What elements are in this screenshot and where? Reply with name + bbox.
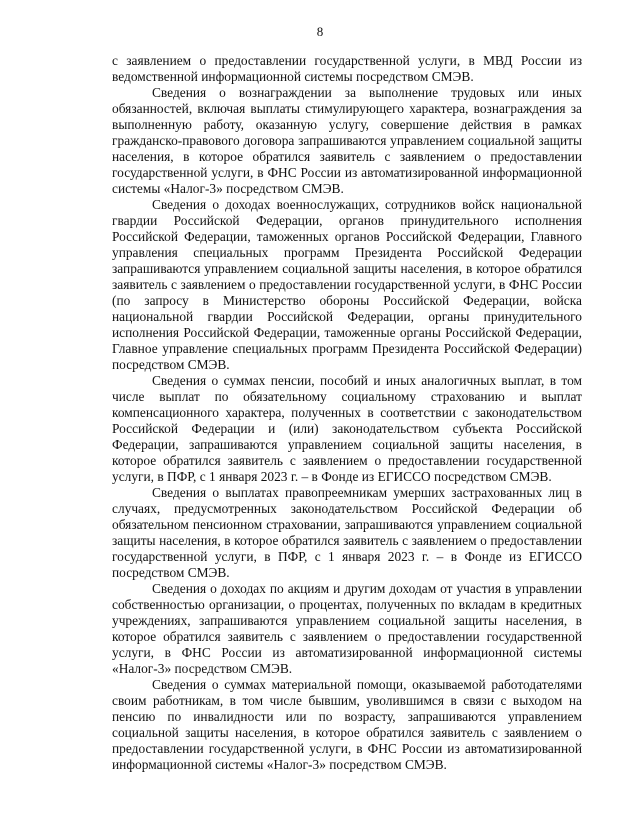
paragraph-material-aid: Сведения о суммах материальной помощи, оказываемой работодателями своим работникам, в том числе бывшим, уволившимся в связи с выходом на пенсию по инвалидности или по возрасту, запрашиваются управлением социальной защиты населения, в которое обратился заявитель с заявлением о предоставлении государственной услуги, в ФНС России из автоматизированной информационной системы «Налог-3» посредством СМЭВ. (112, 677, 582, 772)
paragraph-pension-benefits: Сведения о суммах пенсии, пособий и иных аналогичных выплат, в том числе выплат по обязательному социальному страхованию и выплат компенсационного характера, полученных в соответствии с законодательством Российской Федерации и (или) законодательством субъекта Российской Федерации, запрашиваются управлением социальной защиты населения, в которое обратился заявитель с заявлением о предоставлении государственной услуги, в ПФР, с 1 января 2023 г. – в Фонде из ЕГИССО посредством СМЭВ. (112, 373, 582, 484)
paragraph-remuneration: Сведения о вознаграждении за выполнение трудовых или иных обязанностей, включая выплаты стимулирующего характера, вознаграждения за выполненную работу, оказанную услугу, совершение действия в рамках гражданско-правового договора запрашиваются управлением социальной защиты населения, в которое обратился заявитель с заявлением о предоставлении государственной услуги, в ФНС России из автоматизированной информационной системы «Налог-3» посредством СМЭВ. (112, 85, 582, 196)
paragraph-successor-payments: Сведения о выплатах правопреемникам умерших застрахованных лиц в случаях, предусмотренных законодательством Российской Федерации об обязательном пенсионном страховании, запрашиваются управлением социальной защиты населения, в которое обратился заявитель с заявлением о предоставлении государственной услуги, в ПФР, с 1 января 2023 г. – в Фонде из ЕГИССО посредством СМЭВ. (112, 485, 582, 580)
page-number: 8 (316, 24, 324, 39)
paragraph-continuation: с заявлением о предоставлении государственной услуги, в МВД России из ведомственной информационной системы посредством СМЭВ. (112, 53, 582, 84)
document-body (112, 53, 582, 773)
paragraph-military-income: Сведения о доходах военнослужащих, сотрудников войск национальной гвардии Российской Федерации, органов принудительного исполнения Российской Федерации, таможенных органов Российской Федерации, Главного управления специальных программ Президента Российской Федерации запрашиваются управлением социальной защиты населения, в которое обратился заявитель с заявлением о предоставлении государственной услуги, в ФНС России (по запросу в Министерство обороны Российской Федерации, войска национальной гвардии Российской Федерации, органы принудительного исполнения Российской Федерации, таможенные органы Российской Федерации, Главное управление специальных программ Президента Российской Федерации) посредством СМЭВ. (112, 197, 582, 372)
paragraph-shares-interest: Сведения о доходах по акциям и другим доходам от участия в управлении собственностью организации, о процентах, полученных по вкладам в кредитных учреждениях, запрашиваются управлением социальной защиты населения, в которое обратился заявитель с заявлением о предоставлении государственной услуги, в ФНС России из автоматизированной информационной системы «Налог-3» посредством СМЭВ. (112, 581, 582, 676)
